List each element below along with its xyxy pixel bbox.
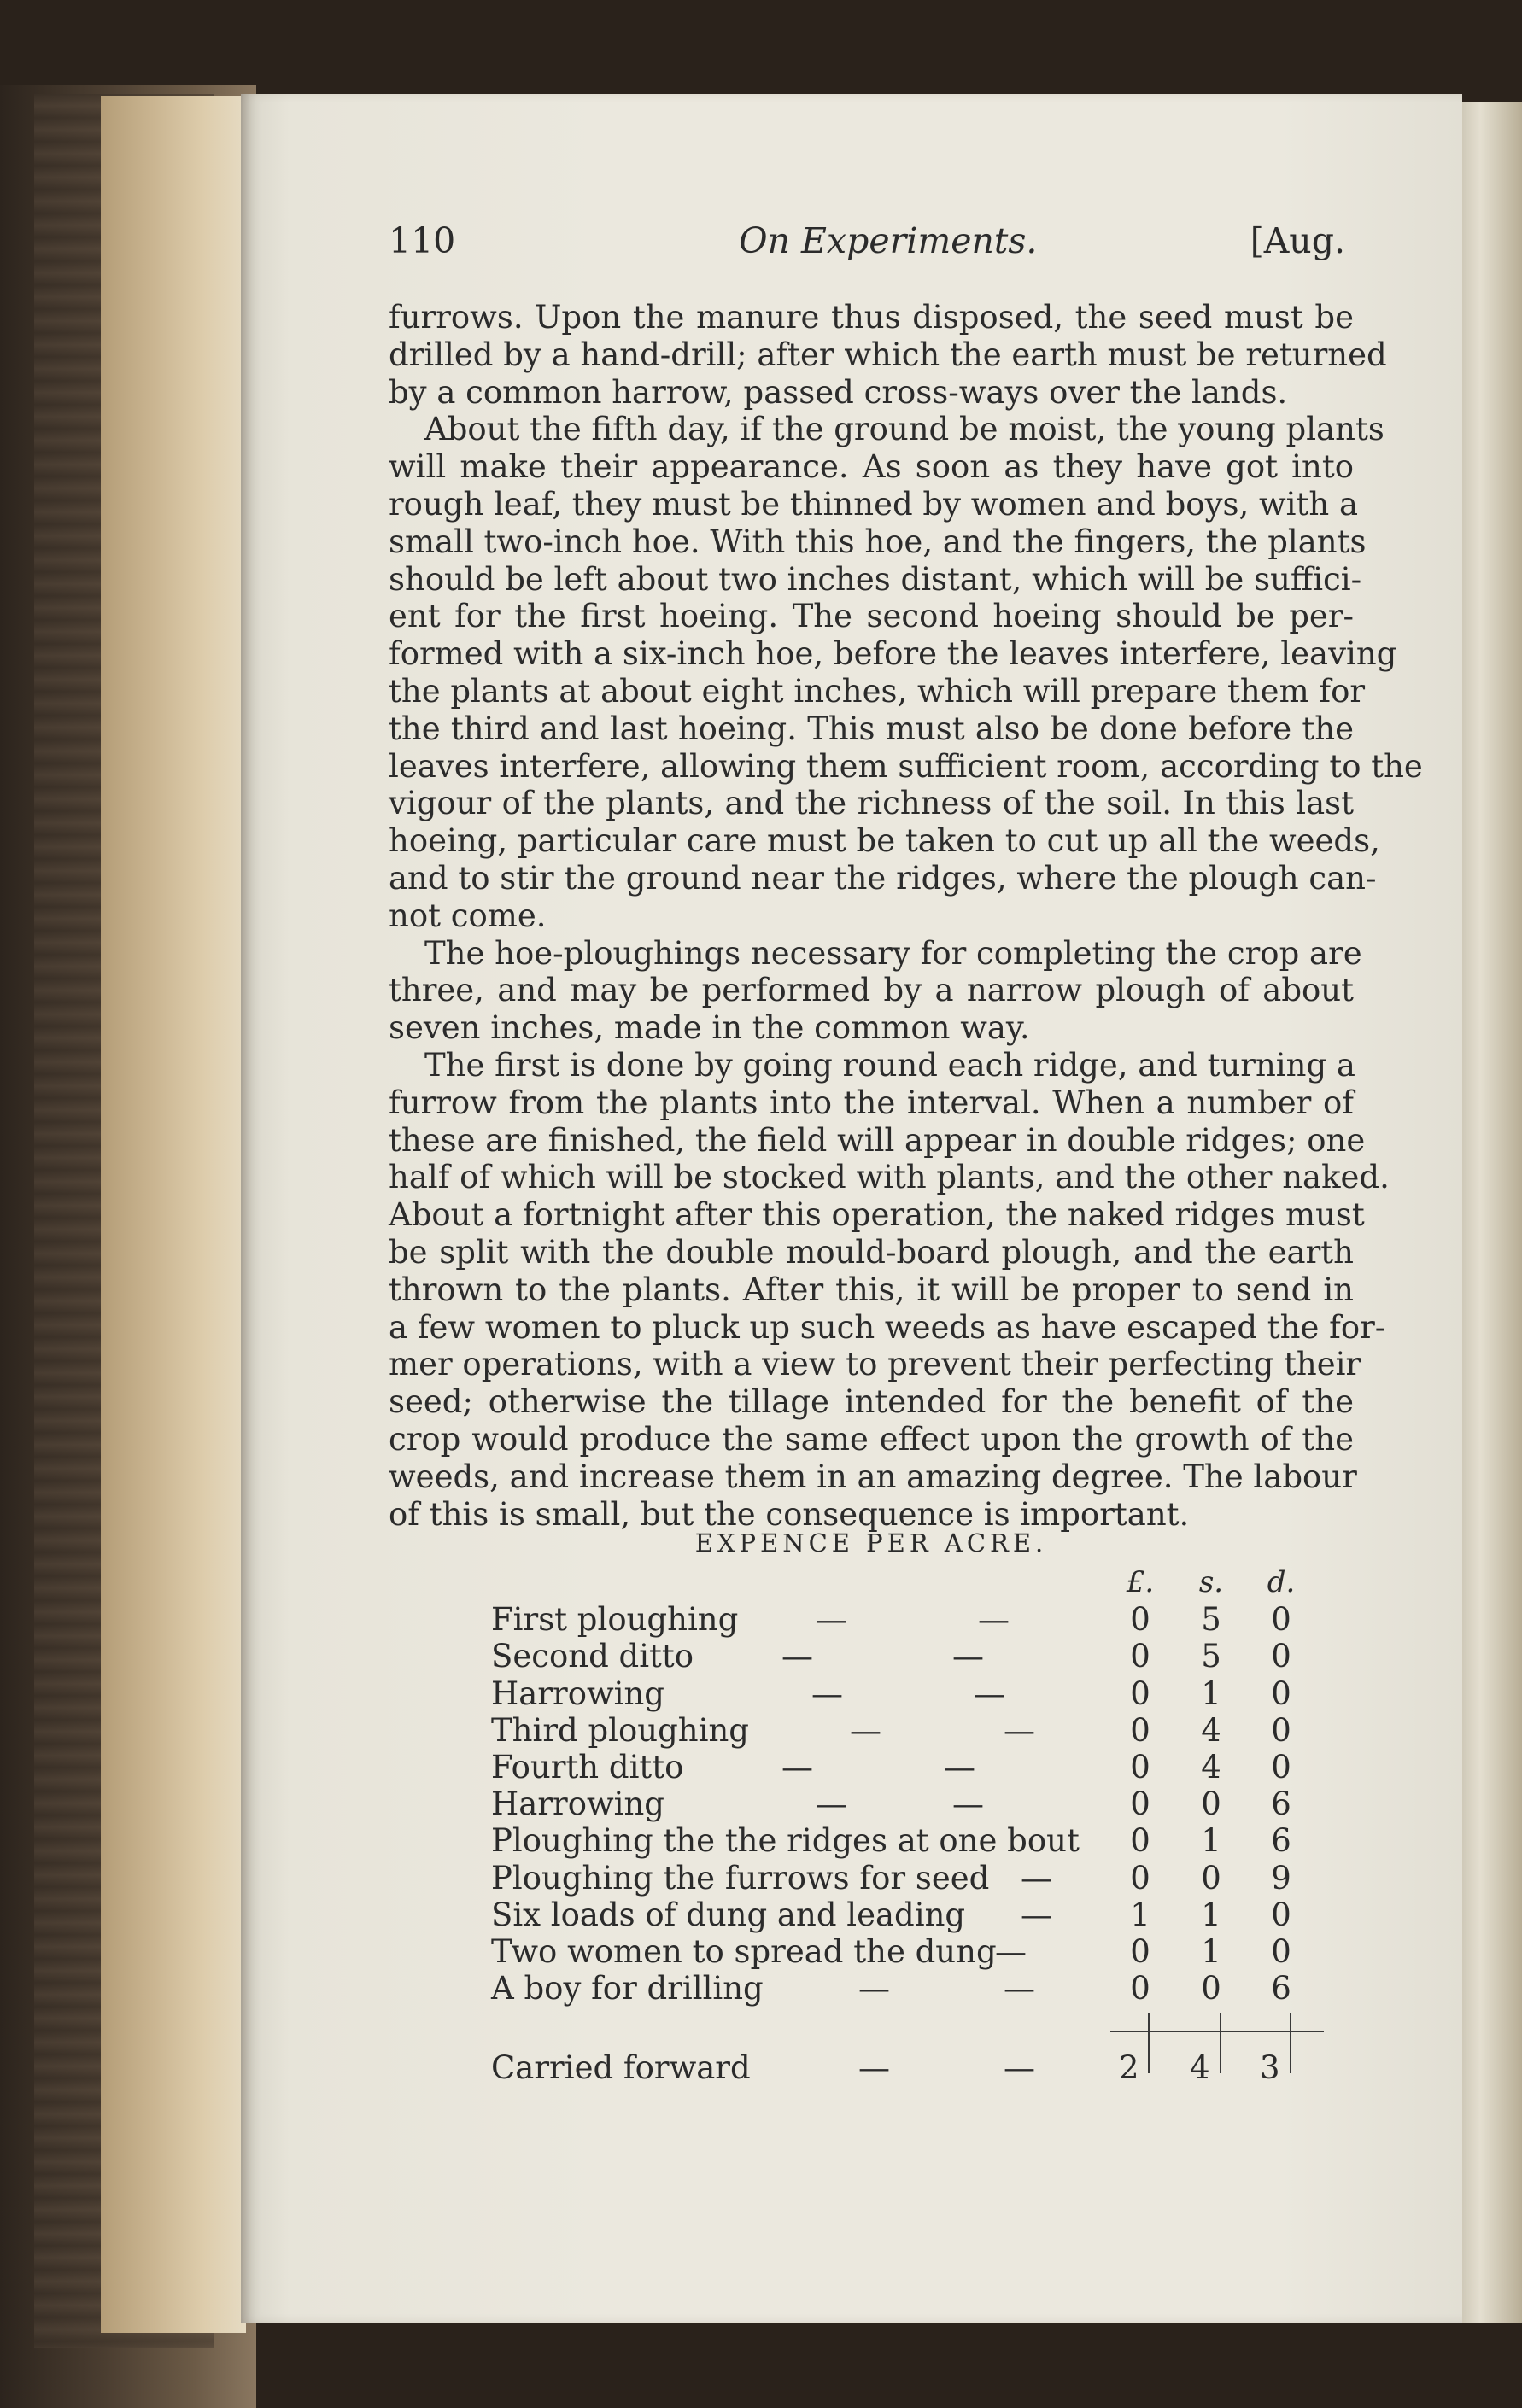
total-shillings: 4 xyxy=(1190,2049,1210,2086)
row-dash: — xyxy=(952,1638,984,1675)
row-pence: 0 xyxy=(1271,1601,1291,1639)
row-item: Harrowing xyxy=(491,1786,664,1823)
running-header xyxy=(389,220,1354,272)
table-row xyxy=(491,1933,1379,1970)
col-header-pence: d. xyxy=(1267,1565,1296,1599)
row-item: Six loads of dung and leading xyxy=(491,1896,966,1933)
total-dash: — xyxy=(1004,2049,1035,2086)
row-dash: — xyxy=(1021,1859,1052,1897)
text-line: not come. xyxy=(389,897,547,934)
text-line: the third and last hoeing. This must also be done before the xyxy=(389,710,1354,747)
text-line: and to stir the ground near the ridges, where the plough can- xyxy=(389,859,1377,897)
table-header-row xyxy=(491,1564,1379,1601)
row-pounds: 0 xyxy=(1130,1638,1150,1675)
text-line: weeds, and increase them in an amazing degree. The labour xyxy=(389,1458,1357,1495)
col-header-shillings: s. xyxy=(1198,1565,1224,1599)
row-shillings: 5 xyxy=(1201,1601,1221,1639)
row-pounds: 0 xyxy=(1130,1932,1150,1970)
text-line: by a common harrow, passed cross-ways over the lands. xyxy=(389,373,1288,411)
row-dash: — xyxy=(995,1932,1027,1970)
table-row xyxy=(491,1897,1379,1933)
row-dash: — xyxy=(816,1601,847,1639)
row-pence: 0 xyxy=(1271,1932,1291,1970)
text-line: seven inches, made in the common way. xyxy=(389,1009,1030,1047)
text-line: the plants at about eight inches, which will prepare them for xyxy=(389,672,1366,710)
row-pence: 0 xyxy=(1271,1748,1291,1786)
row-shillings: 5 xyxy=(1201,1638,1221,1675)
row-shillings: 0 xyxy=(1201,1859,1221,1897)
row-item: A boy for drilling xyxy=(491,1970,764,2008)
text-line: leaves interfere, allowing them sufficient room, according to the xyxy=(389,747,1423,785)
row-dash: — xyxy=(781,1638,813,1675)
row-shillings: 4 xyxy=(1201,1748,1221,1786)
row-dash: — xyxy=(858,1970,890,2008)
row-shillings: 0 xyxy=(1201,1786,1221,1823)
text-line: mer operations, with a view to prevent their perfecting their xyxy=(389,1346,1361,1383)
total-pounds: 2 xyxy=(1119,2049,1139,2086)
text-line: three, and may be performed by a narrow plough of about xyxy=(389,972,1354,1009)
row-dash: — xyxy=(974,1674,1005,1712)
row-pence: 6 xyxy=(1271,1786,1291,1823)
row-item: Two women to spread the dung xyxy=(491,1932,997,1970)
total-row xyxy=(491,2049,1379,2092)
text-line: half of which will be stocked with plants, and the other naked. xyxy=(389,1159,1390,1196)
row-pounds: 0 xyxy=(1130,1970,1150,2008)
text-line: small two-inch hoe. With this hoe, and the fingers, the plants xyxy=(389,523,1367,560)
text-line: of this is small, but the consequence is important. xyxy=(389,1495,1190,1533)
row-dash: — xyxy=(781,1748,813,1786)
row-pounds: 1 xyxy=(1130,1896,1150,1933)
row-shillings: 4 xyxy=(1201,1711,1221,1749)
expense-table xyxy=(491,1564,1379,2007)
table-row xyxy=(491,1822,1379,1859)
row-shillings: 0 xyxy=(1201,1970,1221,2008)
text-line: The hoe-ploughings necessary for completing the crop are xyxy=(424,934,1362,972)
page-edges-stack xyxy=(101,96,246,2333)
text-line: should be left about two inches distant, which will be suffici- xyxy=(389,560,1362,598)
table-row xyxy=(491,1712,1379,1749)
text-line: a few women to pluck up such weeds as have escaped the for- xyxy=(389,1308,1386,1346)
table-row xyxy=(491,1601,1379,1638)
row-item: Ploughing the furrows for seed xyxy=(491,1859,990,1897)
row-dash: — xyxy=(1021,1896,1052,1933)
row-shillings: 1 xyxy=(1201,1674,1221,1712)
text-line: vigour of the plants, and the richness of the soil. In this last xyxy=(389,785,1354,822)
row-item: Ploughing the the ridges at one bout xyxy=(491,1822,1080,1860)
text-line: formed with a six-inch hoe, before the leaves interfere, leaving xyxy=(389,635,1397,673)
row-pence: 0 xyxy=(1271,1638,1291,1675)
row-shillings: 1 xyxy=(1201,1932,1221,1970)
text-line: The first is done by going round each ridge, and turning a xyxy=(424,1046,1355,1084)
row-pence: 0 xyxy=(1271,1674,1291,1712)
row-pence: 0 xyxy=(1271,1711,1291,1749)
row-pounds: 0 xyxy=(1130,1674,1150,1712)
row-pounds: 0 xyxy=(1130,1859,1150,1897)
text-line: furrow from the plants into the interval. When a number of xyxy=(389,1084,1354,1121)
row-pounds: 0 xyxy=(1130,1711,1150,1749)
row-shillings: 1 xyxy=(1201,1822,1221,1860)
row-dash: — xyxy=(811,1674,843,1712)
text-line: seed; otherwise the tillage intended for the benefit of the xyxy=(389,1383,1354,1421)
text-line: furrows. Upon the manure thus disposed, the seed must be xyxy=(389,299,1354,336)
row-pence: 6 xyxy=(1271,1822,1291,1860)
text-line: About the fifth day, if the ground be moist, the young plants xyxy=(424,411,1384,448)
text-line: ent for the first hoeing. The second hoeing should be per- xyxy=(389,598,1354,635)
row-pounds: 0 xyxy=(1130,1601,1150,1639)
text-line: will make their appearance. As soon as they have got into xyxy=(389,448,1354,486)
total-pence: 3 xyxy=(1260,2049,1280,2086)
running-title: On Experiments. xyxy=(739,220,1038,261)
month-label: [Aug. xyxy=(1250,220,1345,261)
table-row xyxy=(491,1638,1379,1674)
page-right-edge xyxy=(1462,102,1522,2323)
text-line: drilled by a hand-drill; after which the earth must be returned xyxy=(389,336,1387,373)
row-item: Second ditto xyxy=(491,1638,694,1675)
row-item: First ploughing xyxy=(491,1601,739,1639)
row-dash: — xyxy=(850,1711,881,1749)
table-row xyxy=(491,1675,1379,1712)
row-pounds: 0 xyxy=(1130,1748,1150,1786)
row-dash: — xyxy=(952,1786,984,1823)
row-item: Third ploughing xyxy=(491,1711,749,1749)
row-item: Fourth ditto xyxy=(491,1748,684,1786)
row-dash: — xyxy=(978,1601,1010,1639)
row-dash: — xyxy=(1004,1970,1035,2008)
total-dash: — xyxy=(858,2049,890,2086)
body-text xyxy=(389,299,1423,1533)
row-pence: 9 xyxy=(1271,1859,1291,1897)
row-item: Harrowing xyxy=(491,1674,664,1712)
row-pence: 0 xyxy=(1271,1896,1291,1933)
table-row xyxy=(491,1970,1379,2007)
sum-rule xyxy=(1110,2031,1324,2032)
text-line: thrown to the plants. After this, it will be proper to send in xyxy=(389,1271,1354,1308)
table-row xyxy=(491,1749,1379,1786)
text-line: crop would produce the same effect upon the growth of the xyxy=(389,1420,1354,1458)
text-line: these are finished, the field will appear in double ridges; one xyxy=(389,1121,1366,1159)
table-row xyxy=(491,1786,1379,1822)
text-line: rough leaf, they must be thinned by women and boys, with a xyxy=(389,485,1359,523)
row-shillings: 1 xyxy=(1201,1896,1221,1933)
text-line: be split with the double mould-board plough, and the earth xyxy=(389,1233,1354,1271)
table-row xyxy=(491,1860,1379,1897)
text-line: hoeing, particular care must be taken to cut up all the weeds, xyxy=(389,822,1380,860)
text-line: About a fortnight after this operation, the naked ridges must xyxy=(389,1196,1365,1234)
col-header-pounds: £. xyxy=(1126,1565,1155,1599)
row-dash: — xyxy=(1004,1711,1035,1749)
row-pounds: 0 xyxy=(1130,1822,1150,1860)
total-label: Carried forward xyxy=(491,2049,751,2086)
row-dash: — xyxy=(944,1748,975,1786)
page-number: 110 xyxy=(389,220,456,261)
row-dash: — xyxy=(816,1786,847,1823)
row-pounds: 0 xyxy=(1130,1786,1150,1823)
row-pence: 6 xyxy=(1271,1970,1291,2008)
table-title: EXPENCE PER ACRE. xyxy=(694,1528,1048,1558)
